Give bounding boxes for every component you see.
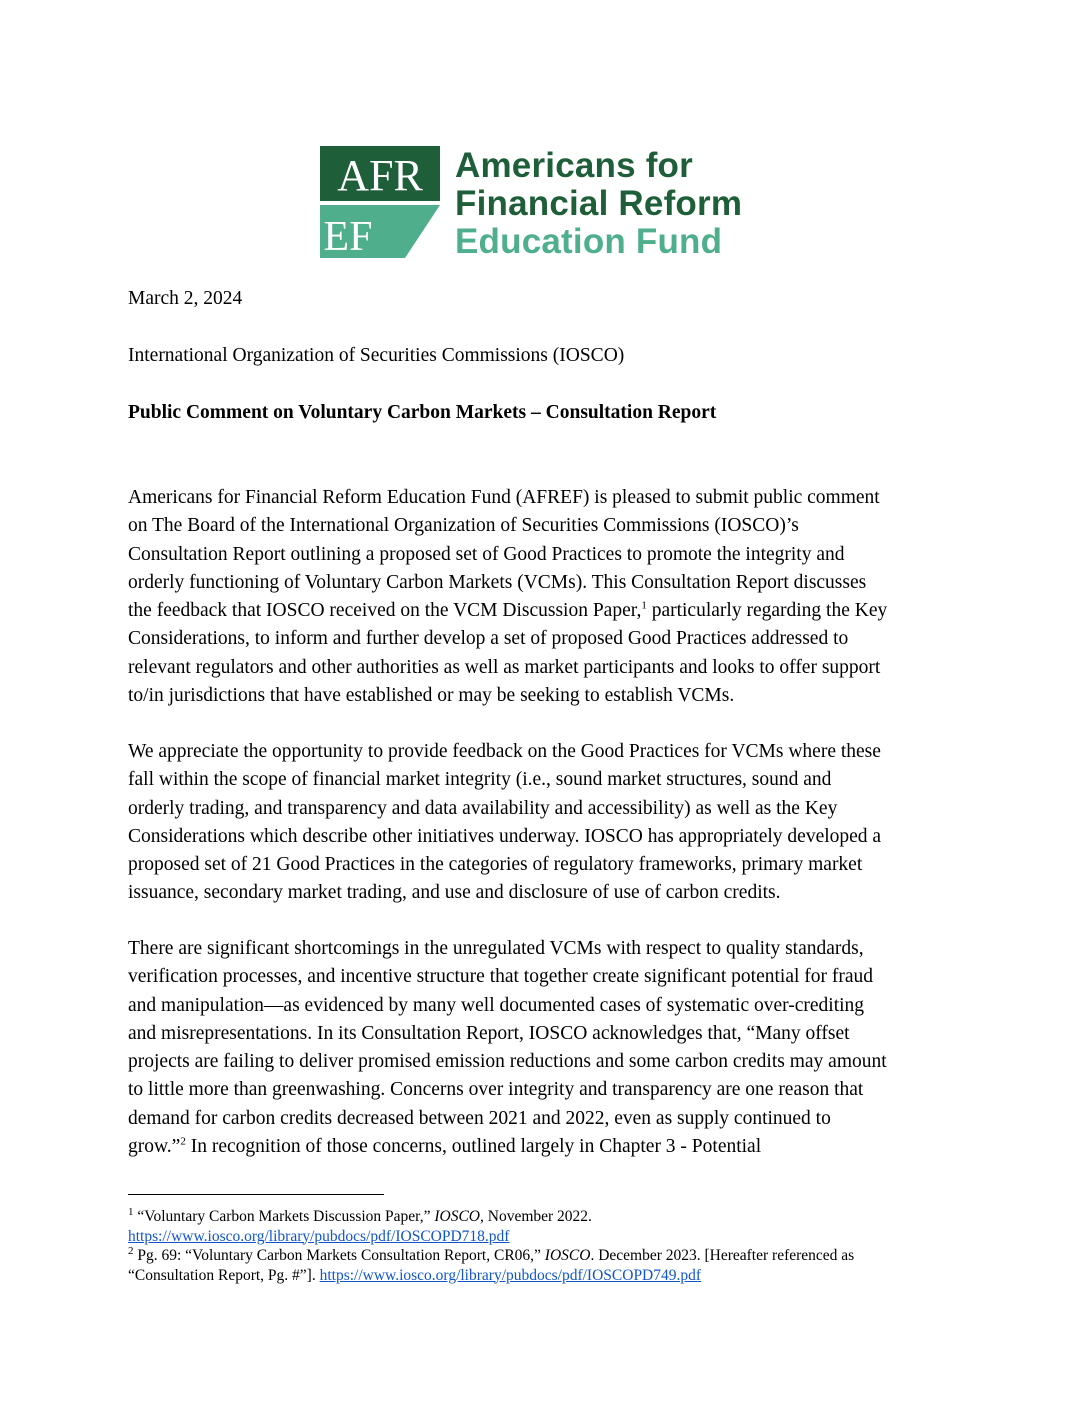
footnote-2-cont [128,1266,973,1286]
footnote-ref-1[interactable]: 1 [641,599,647,612]
paragraph-text: particularly regarding the Key [646,600,888,622]
footnote-source: IOSCO [544,1247,591,1264]
footnote-source: IOSCO [434,1208,480,1225]
footnote-text: , November 2022. [480,1208,592,1225]
letter-subject: Public Comment on Voluntary Carbon Markets – Consultation Report [128,402,717,423]
logo-line-3: Education Fund [455,222,723,261]
logo-abbr-bottom: EF [323,214,373,258]
paragraph-line: demand for carbon credits decreased between 2021 and 2022, even as supply continued to [128,1107,831,1129]
logo-abbr-top: AFR [337,151,423,200]
logo-line-2: Financial Reform [455,184,743,223]
paragraph-line: to little more than greenwashing. Concerns over integrity and transparency are one reason that [128,1079,864,1101]
paragraph-line: Americans for Financial Reform Education Fund (AFREF) is pleased to submit public comment [128,487,880,508]
body-paragraph-1 [128,484,968,710]
logo-line-1: Americans for [455,146,693,185]
letter-date: March 2, 2024 [128,288,243,309]
paragraph-line [128,597,968,625]
paragraph-line: We appreciate the opportunity to provide feedback on the Good Practices for VCMs where these [128,741,881,762]
paragraph-line [128,1133,968,1161]
body-paragraph-2 [128,738,968,908]
logo-wordmark [455,146,742,260]
footnotes [128,1207,973,1285]
paragraph-line: and misrepresentations. In its Consultation Report, IOSCO acknowledges that, “Many offset [128,1022,850,1044]
footnote-1-link[interactable]: https://www.iosco.org/library/pubdocs/pdf/IOSCOPD718.pdf [128,1227,510,1245]
footnote-number: 2 [128,1244,134,1257]
paragraph-line: issuance, secondary market trading, and use and disclosure of use of carbon credits. [128,882,781,904]
paragraph-line: Considerations, to inform and further develop a set of proposed Good Practices addressed to [128,628,849,650]
footnote-1 [128,1207,973,1227]
paragraph-line: orderly trading, and transparency and data availability and accessibility) as well as the Key [128,797,838,819]
paragraph-line: fall within the scope of financial market integrity (i.e., sound market structures, sound and [128,769,832,791]
footnote-text: “Consultation Report, Pg. #”]. [128,1266,320,1284]
paragraph-line: verification processes, and incentive structure that together create significant potential for fraud [128,966,874,988]
footnote-text: Pg. 69: “Voluntary Carbon Markets Consultation Report, CR06,” [133,1247,545,1264]
footnote-text: . December 2023. [Hereafter referenced as [590,1247,855,1264]
afref-logo-mark [320,146,440,258]
footnote-divider [128,1194,384,1195]
organization-logo [320,146,760,261]
footnote-2 [128,1246,973,1266]
paragraph-line: and manipulation—as evidenced by many well documented cases of systematic over-crediting [128,994,865,1016]
paragraph-line: to/in jurisdictions that have established or may be seeking to establish VCMs. [128,685,735,707]
paragraph-line: on The Board of the International Organization of Securities Commissions (IOSCO)’s [128,515,799,537]
letter-recipient: International Organization of Securities Commissions (IOSCO) [128,345,625,366]
paragraph-text: the feedback that IOSCO received on the VCM Discussion Paper, [128,600,642,622]
footnote-1-link-line [128,1227,973,1247]
paragraph-text: grow.” [128,1136,181,1158]
paragraph-line: proposed set of 21 Good Practices in the categories of regulatory frameworks, primary market [128,854,863,876]
body-paragraph-3 [128,935,968,1161]
paragraph-line: Consultation Report outlining a proposed set of Good Practices to promote the integrity and [128,543,845,565]
paragraph-line: There are significant shortcomings in the unregulated VCMs with respect to quality standards, [128,938,864,959]
paragraph-text: In recognition of those concerns, outlined largely in Chapter 3 - Potential [185,1136,762,1158]
footnote-2-link[interactable]: https://www.iosco.org/library/pubdocs/pdf/IOSCOPD749.pdf [319,1266,702,1284]
paragraph-line: Considerations which describe other initiatives underway. IOSCO has appropriately developed a [128,825,882,847]
footnote-number: 1 [128,1205,134,1218]
paragraph-line: relevant regulators and other authorities as well as market participants and looks to offer support [128,656,881,678]
paragraph-line: projects are failing to deliver promised emission reductions and some carbon credits may amount [128,1051,887,1073]
paragraph-line: orderly functioning of Voluntary Carbon Markets (VCMs). This Consultation Report discusses [128,571,867,593]
footnote-ref-2[interactable]: 2 [180,1135,186,1148]
footnote-text: “Voluntary Carbon Markets Discussion Paper,” [133,1208,435,1225]
